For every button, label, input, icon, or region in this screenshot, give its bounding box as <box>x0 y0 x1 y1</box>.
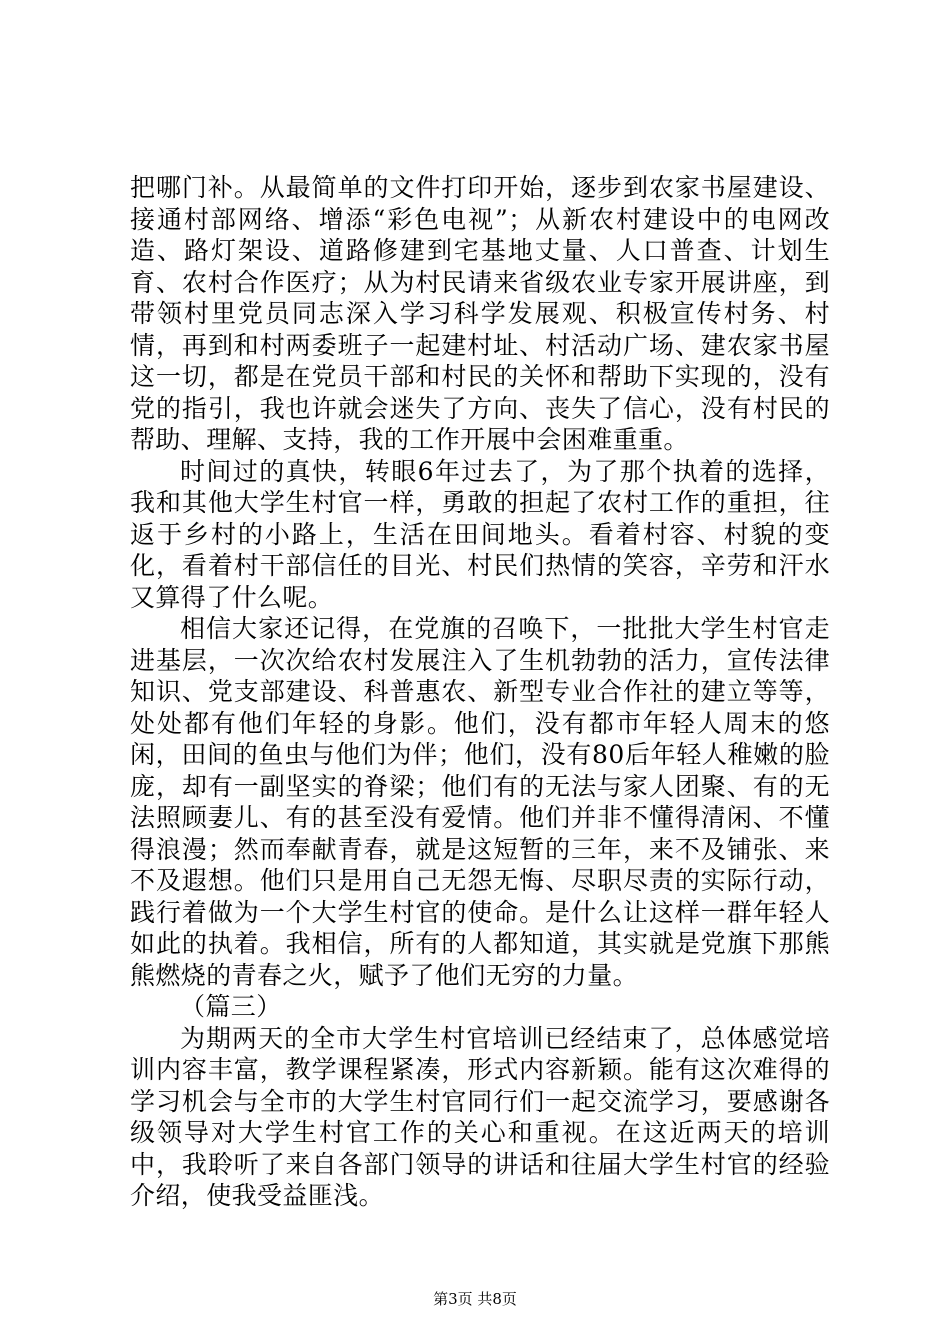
page-footer: 第3页 共8页 <box>433 1290 517 1308</box>
paragraph: 为期两天的全市大学生村官培训已经结束了，总体感觉培训内容丰富，教学课程紧凑，形式内容新颖。能有这次难得的学习机会与全市的大学生村官同行们一起交流学习，要感谢各级领导对大学生村官工作的关心和重视。在这近两天的培训中，我聆听了来自各部门领导的讲话和往届大学生村官的经验介绍，使我受益匪浅。 <box>130 1023 830 1210</box>
paragraph: 相信大家还记得，在党旗的召唤下，一批批大学生村官走进基层，一次次给农村发展注入了生机勃勃的活力，宣传法律知识、党支部建设、科普惠农、新型专业合作社的建立等等，处处都有他们年轻的身影。他们，没有都市年轻人周末的悠闲，田间的鱼虫与他们为伴；他们，没有80后年轻人稚嫩的脸庞，却有一副坚实的脊梁；他们有的无法与家人团聚、有的无法照顾妻儿、有的甚至没有爱情。他们并非不懂得清闲、不懂得浪漫；然而奉献青春，就是这短暂的三年，来不及铺张、来不及遐想。他们只是用自己无怨无悔、尽职尽责的实际行动，践行着做为一个大学生村官的使命。是什么让这样一群年轻人如此的执着。我相信，所有的人都知道，其实就是党旗下那熊熊燃烧的青春之火，赋予了他们无穷的力量。 <box>130 614 830 990</box>
paragraph: 时间过的真快，转眼6年过去了，为了那个执着的选择，我和其他大学生村官一样，勇敢的担起了农村工作的重担，往返于乡村的小路上，生活在田间地头。看着村容、村貌的变化，看着村干部信任的目光、村民们热情的笑容，辛劳和汗水又算得了什么呢。 <box>130 456 830 612</box>
section-heading: （篇三） <box>180 992 282 1021</box>
paragraph-continuation: 把哪门补。从最简单的文件打印开始，逐步到农家书屋建设、接通村部网络、增添“彩色电视”；从新农村建设中的电网改造、路灯架设、道路修建到宅基地丈量、人口普查、计划生育、农村合作医疗；从为村民请来省级农业专家开展讲座，到带领村里党员同志深入学习科学发展观、积极宣传村务、村情，再到和村两委班子一起建村址、村活动广场、建农家书屋这一切，都是在党员干部和村民的关怀和帮助下实现的，没有党的指引，我也许就会迷失了方向、丧失了信心，没有村民的帮助、理解、支持，我的工作开展中会困难重重。 <box>130 173 830 454</box>
document-body <box>130 172 830 1212</box>
